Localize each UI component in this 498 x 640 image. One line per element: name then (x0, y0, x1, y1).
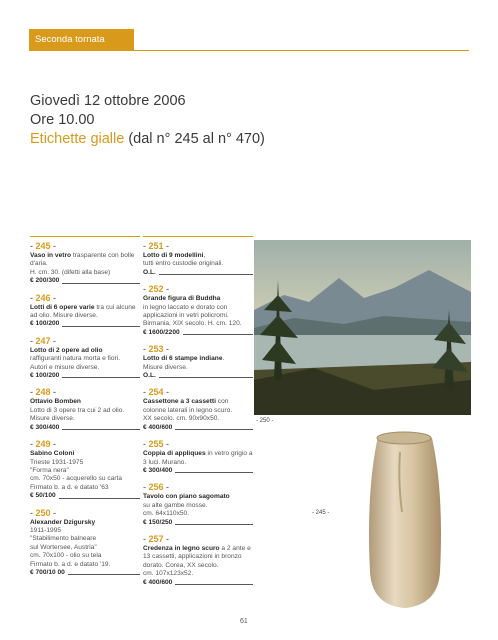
lot-number (143, 439, 253, 450)
lot-heading (143, 493, 253, 501)
section-divider (29, 50, 469, 51)
lot-description: Trieste 1931-1975 "Forma nera" cm. 70x50 - acquerello su carta Firmato b. a d. e datato '63 (30, 458, 122, 491)
lot-number-value: 253 (148, 344, 164, 355)
lot-title: Vaso in vetro (30, 252, 72, 259)
lot-number-value: 257 (148, 533, 164, 544)
dash: - (163, 284, 170, 295)
dash: - (50, 292, 57, 303)
lot-price: € 50/100 (30, 492, 56, 500)
lot-number-value: 249 (35, 439, 51, 450)
lot-entry (143, 241, 253, 277)
lot-price: € 100/200 (30, 320, 60, 328)
lot-heading (30, 347, 140, 355)
lot-heading (143, 545, 253, 570)
dash: - (30, 387, 36, 398)
price-rule (62, 283, 140, 284)
lot-heading (30, 398, 140, 406)
lot-estimate (30, 424, 140, 432)
lot-title-rest: . (222, 355, 225, 363)
heading-date: Giovedì 12 ottobre 2006 (30, 93, 186, 109)
page-number: 61 (240, 618, 248, 625)
price-rule (183, 334, 253, 335)
lot-entry (143, 387, 253, 432)
dash: - (143, 439, 149, 450)
lot-title-rest: , (203, 252, 206, 259)
lot-description: su alte gambe mosse. cm. 64x110x50. (143, 501, 208, 518)
lot-description: H. cm. 30. (difetti alla base) (30, 268, 111, 276)
price-rule (175, 429, 253, 430)
lot-entry (143, 482, 253, 527)
dash: - (30, 507, 36, 518)
lot-estimate (143, 579, 253, 587)
lot-price: € 150/250 (143, 518, 173, 526)
dash: - (30, 335, 36, 346)
lot-heading (143, 295, 253, 303)
lot-title: Credenza in legno scuro (143, 544, 220, 552)
dash: - (50, 387, 57, 398)
lot-estimate (143, 519, 253, 527)
lot-price: € 700/10 00 (30, 568, 65, 576)
dash: - (163, 241, 170, 251)
lot-heading (30, 519, 140, 527)
dash: - (30, 439, 36, 450)
dash: - (163, 482, 170, 493)
section-tab: Seconda tornata (29, 29, 134, 51)
lot-number-value: 245 (35, 241, 51, 251)
lot-title-rest: a 2 ante e 13 cassetti, applicazioni in bronzo dorato. Corea, XX secolo. (143, 544, 251, 569)
heading-range: (dal n° 245 al n° 470) (124, 131, 265, 147)
dash: - (143, 241, 149, 251)
lot-number-value: 250 (35, 507, 51, 518)
lot-entry (30, 293, 140, 329)
lot-number (143, 344, 253, 355)
lot-title: Tavolo con piano sagomato (143, 493, 230, 501)
column-rule (143, 236, 253, 237)
lot-estimate (143, 329, 253, 337)
price-rule (175, 584, 253, 585)
painting-image (254, 240, 471, 415)
lot-description: Lotto di 3 opere tra cui 2 ad olio. Misure diverse. (30, 406, 125, 423)
lot-number (30, 336, 140, 347)
price-rule (68, 574, 140, 575)
lot-price: O.L. (143, 268, 156, 276)
lot-heading (143, 398, 253, 415)
lot-title-rest: con colonne laterali in legno scuro. (143, 398, 233, 414)
lot-heading (30, 450, 140, 458)
lot-price: € 400/600 (143, 578, 173, 586)
lot-price: € 300/400 (143, 466, 173, 474)
lot-heading (143, 355, 253, 363)
dash: - (50, 439, 57, 450)
lot-description: cm. 107x123x52. (143, 570, 194, 578)
lot-entry (143, 284, 253, 337)
lot-title: Alexander Dzigursky (30, 518, 96, 526)
lot-number (30, 387, 140, 398)
heading-time: Ore 10.00 (30, 112, 95, 128)
lot-description: 1911-1995 "Stabilimento balneare sul Wortersee, Austria" cm. 70x100 - olio su tela Firmato b. a d. e datato '19. (30, 526, 111, 568)
lot-title: Lotti di 6 opere varie (30, 303, 95, 311)
dash: - (143, 482, 149, 493)
dash: - (50, 241, 57, 251)
heading-accent: Etichette gialle (30, 131, 125, 147)
dash: - (143, 284, 149, 295)
lot-title: Cassettone a 3 cassetti (143, 398, 216, 406)
lot-estimate (143, 467, 253, 475)
dash: - (143, 387, 149, 398)
lot-entry (143, 534, 253, 587)
lot-number-value: 248 (35, 387, 51, 398)
lot-price: € 200/300 (30, 277, 60, 285)
heading-labels (30, 130, 265, 149)
dash: - (30, 292, 36, 303)
lot-estimate (30, 320, 140, 328)
lot-estimate (30, 277, 140, 285)
lot-title: Ottavio Bomben (30, 398, 81, 406)
vase-caption: - 245 - (312, 510, 330, 516)
lot-title-rest: in vetro grigio a 3 luci. Murano. (143, 450, 253, 466)
lot-column-right (143, 236, 253, 594)
lot-price: € 100/200 (30, 372, 60, 380)
lot-heading (30, 304, 140, 321)
lot-number-value: 251 (148, 241, 164, 251)
dash: - (163, 344, 170, 355)
lot-column-left (30, 236, 140, 584)
lot-number-value: 247 (35, 335, 51, 346)
lot-title: Lotto di 6 stampe indiane (143, 355, 223, 363)
lot-title-rest: trasparente con bolle d'aria. (30, 252, 135, 268)
dash: - (163, 387, 170, 398)
price-rule (159, 377, 253, 378)
lot-price: € 300/400 (30, 423, 60, 431)
lot-number (143, 284, 253, 295)
lot-title-rest: tra cui alcune ad olio. Misure diverse. (30, 303, 136, 320)
lot-number (30, 508, 140, 519)
lot-entry (30, 241, 140, 286)
lot-estimate (30, 492, 140, 500)
lot-number (143, 387, 253, 398)
dash: - (163, 533, 170, 544)
dash: - (163, 439, 170, 450)
lot-number (143, 534, 253, 545)
lot-entry (30, 439, 140, 500)
column-rule (30, 236, 140, 237)
price-rule (62, 326, 140, 327)
lot-price: O.L. (143, 372, 156, 380)
lot-entry (30, 336, 140, 381)
lot-entry (30, 508, 140, 578)
lot-estimate (30, 569, 140, 577)
lot-price: € 1600/2200 (143, 328, 180, 336)
lot-description: raffiguranti natura morta e fiori. Autori e misure diverse. (30, 355, 121, 371)
lot-number (143, 241, 253, 252)
dash: - (143, 344, 149, 355)
price-rule (175, 472, 253, 473)
lot-number-value: 256 (148, 482, 164, 493)
dash: - (50, 507, 57, 518)
lot-price: € 400/600 (143, 423, 173, 431)
lot-heading (143, 450, 253, 467)
lot-title: Grande figura di Buddha (143, 295, 221, 303)
lot-heading (143, 252, 253, 260)
lot-number (30, 439, 140, 450)
lot-estimate (143, 424, 253, 432)
lot-number (143, 482, 253, 493)
lot-description: in legno laccato e dorato con applicazioni in vetri policromi. Birmania, XIX secolo. H. cm. 120. (143, 303, 242, 328)
lot-entry (143, 439, 253, 475)
dash: - (143, 533, 149, 544)
price-rule (59, 498, 140, 499)
lot-title: Sabino Coloni (30, 450, 75, 458)
lot-entry (30, 387, 140, 432)
price-rule (159, 274, 253, 275)
lot-number (30, 241, 140, 252)
lot-estimate (30, 372, 140, 380)
lot-description: XX secolo. cm. 90x90x50. (143, 415, 220, 423)
lot-number-value: 252 (148, 284, 164, 295)
dash: - (50, 335, 57, 346)
price-rule (62, 377, 140, 378)
price-rule (62, 429, 140, 430)
lot-title: Lotto di 2 opere ad olio (30, 346, 103, 354)
lot-estimate (143, 372, 253, 380)
lot-title: Lotto di 9 modellini (143, 252, 204, 259)
price-rule (175, 524, 253, 525)
lot-description: tutti entro custodie originali. (143, 260, 224, 268)
lot-number-value: 255 (148, 439, 164, 450)
lot-entry (143, 344, 253, 380)
lot-number-value: 246 (35, 292, 51, 303)
lot-title: Coppia di appliques (143, 450, 206, 458)
vase-image (340, 422, 471, 614)
lot-number (30, 293, 140, 304)
lot-number-value: 254 (148, 387, 164, 398)
lot-estimate (143, 269, 253, 277)
auction-heading (30, 92, 265, 149)
painting-caption: - 250 - (256, 418, 274, 424)
lot-heading (30, 252, 140, 269)
lot-description: Misure diverse. (143, 363, 188, 371)
dash: - (30, 241, 36, 251)
